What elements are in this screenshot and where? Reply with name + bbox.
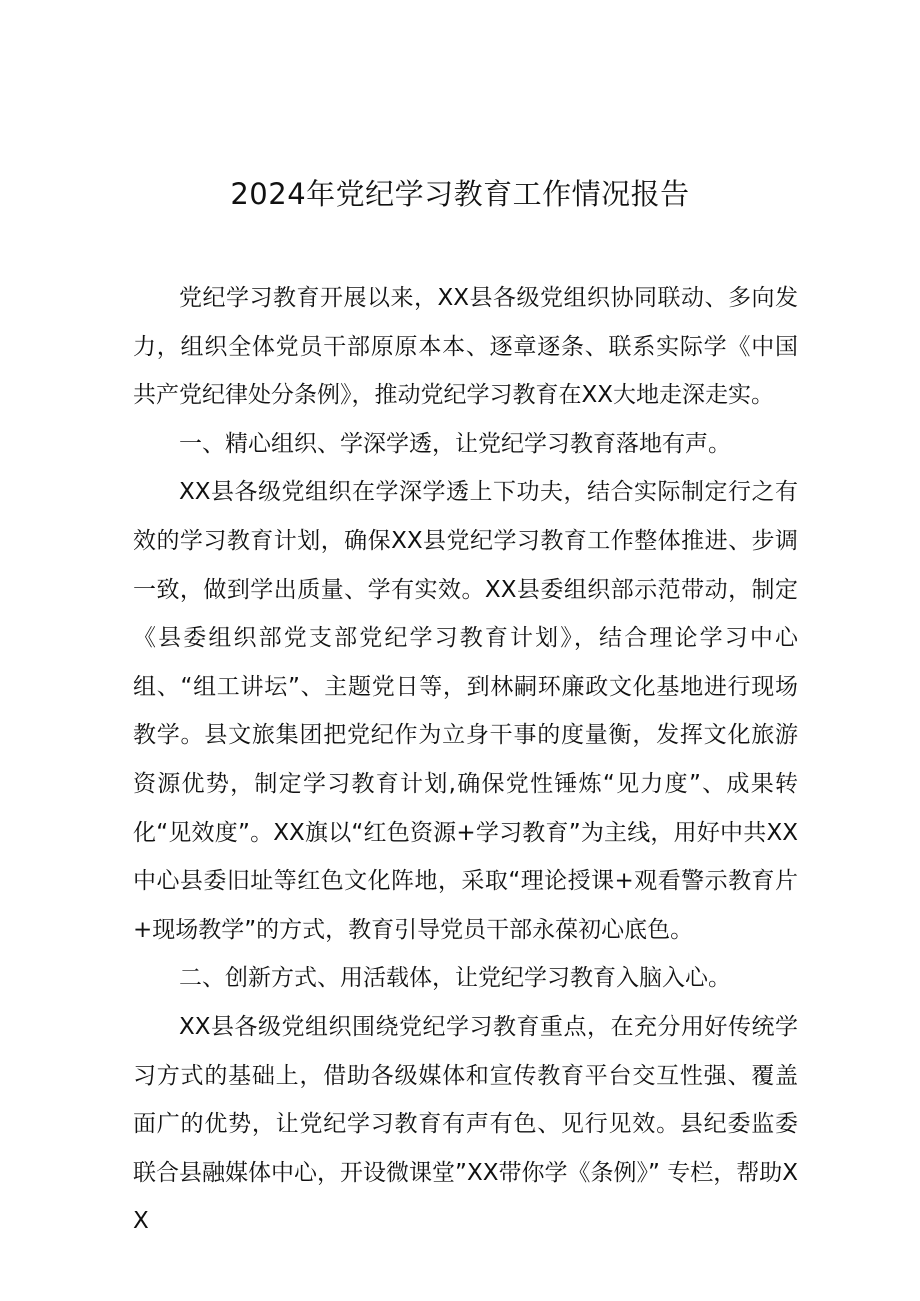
document-title: 2024年党纪学习教育工作情况报告 — [230, 177, 690, 211]
section-1-paragraph: XX县各级党组织在学深学透上下功夫，结合实际制定行之有效的学习教育计划，确保XX县党纪学习教育工作整体推进、步调一致，做到学出质量、学有实效。XX县委组织部示范带动，制定《县委组织部党支部党纪学习教育计划》，结合理论学习中心组、“组工讲坛”、主题党日等，到林嗣环廉政文化基地进行现场教学。县文旅集团把党纪作为立身干事的度量衡，发挥文化旅游资源优势，制定学习教育计划,确保党性锤炼“见力度”、成果转化“见效度”。XX旗以“红色资源+学习教育”为主线，用好中共XX中心县委旧址等红色文化阵地，采取“理论授课+观看警示教育片+现场教学”的方式，教育引导党员干部永葆初心底色。 — [133, 479, 798, 943]
document-body — [133, 274, 798, 1246]
section-heading-1: 一、精心组织、学深学透，让党纪学习教育落地有声。 — [179, 430, 731, 457]
section-2-paragraph: XX县各级党组织围绕党纪学习教育重点，在充分用好传统学习方式的基础上，借助各级媒体和宣传教育平台交互性强、覆盖面广的优势，让党纪学习教育有声有色、见行见效。县纪委监委联合县融媒体中心，开设微课堂”XX带你学《条例》” 专栏，帮助XX — [133, 1013, 798, 1235]
intro-paragraph: 党纪学习教育开展以来，XX县各级党组织协同联动、多向发力，组织全体党员干部原原本本、逐章逐条、联系实际学《中国共产党纪律处分条例》，推动党纪学习教育在XX大地走深走实。 — [133, 285, 798, 409]
section-heading-2: 二、创新方式、用活载体，让党纪学习教育入脑入心。 — [179, 965, 731, 992]
